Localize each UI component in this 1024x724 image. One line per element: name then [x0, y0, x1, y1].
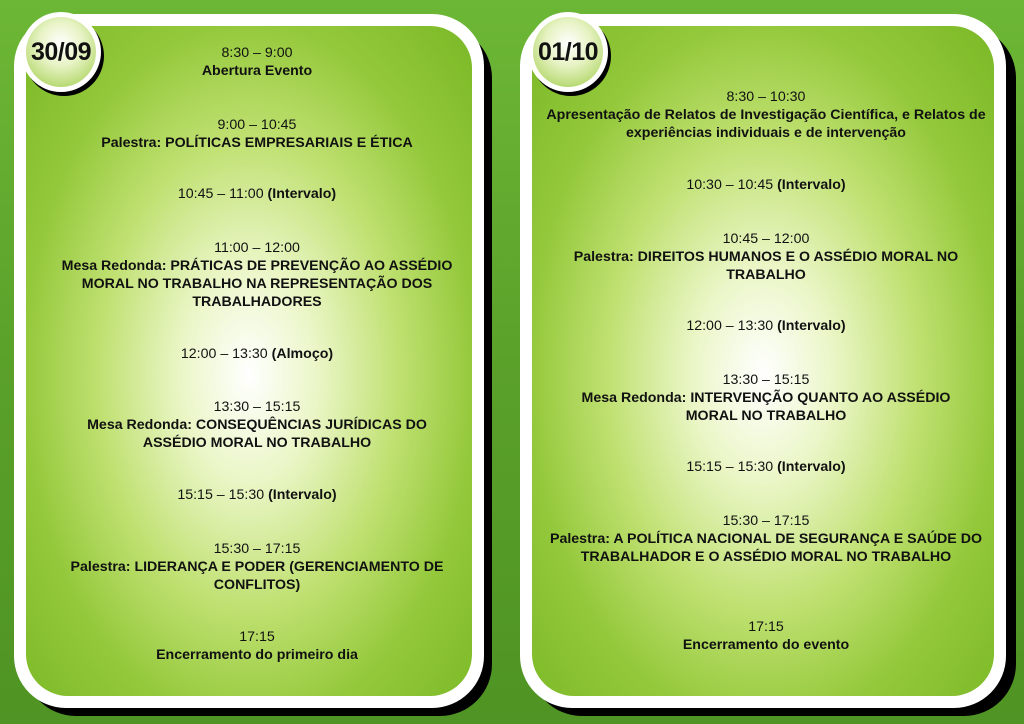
schedule-item [546, 176, 986, 194]
slot-time: 9:00 – 10:45 [217, 117, 297, 133]
day2-date: 01/10 [533, 17, 603, 87]
slot-note: (Almoço) [271, 346, 334, 362]
slot-time: 8:30 – 9:00 [221, 45, 293, 61]
slot-time: 10:45 – 12:00 [722, 231, 810, 247]
slot-label: Mesa Redonda: [581, 390, 691, 406]
slot-time: 12:00 – 13:30 [686, 318, 778, 334]
slot-label: Mesa Redonda: [87, 417, 196, 433]
schedule-item [40, 239, 474, 311]
schedule-item [546, 230, 986, 284]
day1-date: 30/09 [26, 17, 96, 87]
slot-note: (Intervalo) [777, 177, 846, 193]
slot-time: 12:00 – 13:30 [180, 346, 272, 362]
slot-title: INTERVENÇÃO QUANTO AO ASSÉDIO MORAL NO TRABALHO [685, 390, 951, 424]
day2-date-badge [528, 12, 608, 92]
day2-schedule [546, 88, 986, 678]
slot-title: Abertura Evento [201, 63, 313, 79]
slot-title: DIREITOS HUMANOS E O ASSÉDIO MORAL NO TRABALHO [637, 249, 959, 283]
slot-time: 17:15 [748, 619, 784, 635]
slot-title: Apresentação de Relatos de Investigação Científica, e Relatos de experiências individuais e de intervenção [546, 107, 986, 141]
schedule-item [546, 618, 986, 654]
slot-label: Mesa Redonda: [61, 258, 171, 274]
schedule-item [546, 317, 986, 335]
slot-title: POLÍTICAS EMPRESARIAIS E ÉTICA [165, 135, 413, 151]
slot-label: Palestra: [101, 135, 166, 151]
slot-time: 15:15 – 15:30 [686, 459, 778, 475]
slot-time: 15:30 – 17:15 [213, 541, 301, 557]
slot-time: 10:30 – 10:45 [686, 177, 778, 193]
slot-title: Encerramento do primeiro dia [156, 647, 358, 663]
slot-time: 10:45 – 11:00 [177, 186, 268, 202]
slot-note: (Intervalo) [267, 186, 337, 202]
slot-time: 15:30 – 17:15 [722, 513, 810, 529]
schedule-item [40, 398, 474, 452]
schedule-item [546, 458, 986, 476]
schedule-item [40, 44, 474, 80]
slot-label: Palestra: [573, 249, 638, 265]
schedule-item [546, 88, 986, 142]
schedule-item [546, 371, 986, 425]
schedule-item [40, 116, 474, 152]
slot-title: LIDERANÇA E PODER (GERENCIAMENTO DE CONFLITOS) [134, 559, 444, 593]
schedule-item [40, 345, 474, 363]
slot-time: 8:30 – 10:30 [726, 89, 806, 105]
slot-note: (Intervalo) [777, 459, 846, 475]
slot-title: CONSEQUÊNCIAS JURÍDICAS DO ASSÉDIO MORAL NO TRABALHO [142, 417, 427, 451]
schedule-item [40, 628, 474, 664]
schedule-item [40, 486, 474, 504]
slot-label: Palestra: [70, 559, 135, 575]
slot-title: PRÁTICAS DE PREVENÇÃO AO ASSÉDIO MORAL NO TRABALHO NA REPRESENTAÇÃO DOS TRABALHADORES [81, 258, 453, 310]
schedule-item [40, 185, 474, 203]
slot-time: 11:00 – 12:00 [214, 240, 300, 256]
slot-time: 13:30 – 15:15 [213, 399, 301, 415]
slot-title: Encerramento do evento [682, 637, 850, 653]
slot-title: A POLÍTICA NACIONAL DE SEGURANÇA E SAÚDE DO TRABALHADOR E O ASSÉDIO MORAL NO TRABALHO [580, 531, 982, 565]
slot-label: Palestra: [550, 531, 614, 547]
slot-note: (Intervalo) [777, 318, 846, 334]
slot-time: 15:15 – 15:30 [177, 487, 269, 503]
schedule-item [546, 512, 986, 566]
slot-note: (Intervalo) [268, 487, 337, 503]
schedule-item [40, 540, 474, 594]
slot-time: 13:30 – 15:15 [722, 372, 810, 388]
slot-time: 17:15 [239, 629, 275, 645]
day1-schedule [40, 44, 474, 674]
